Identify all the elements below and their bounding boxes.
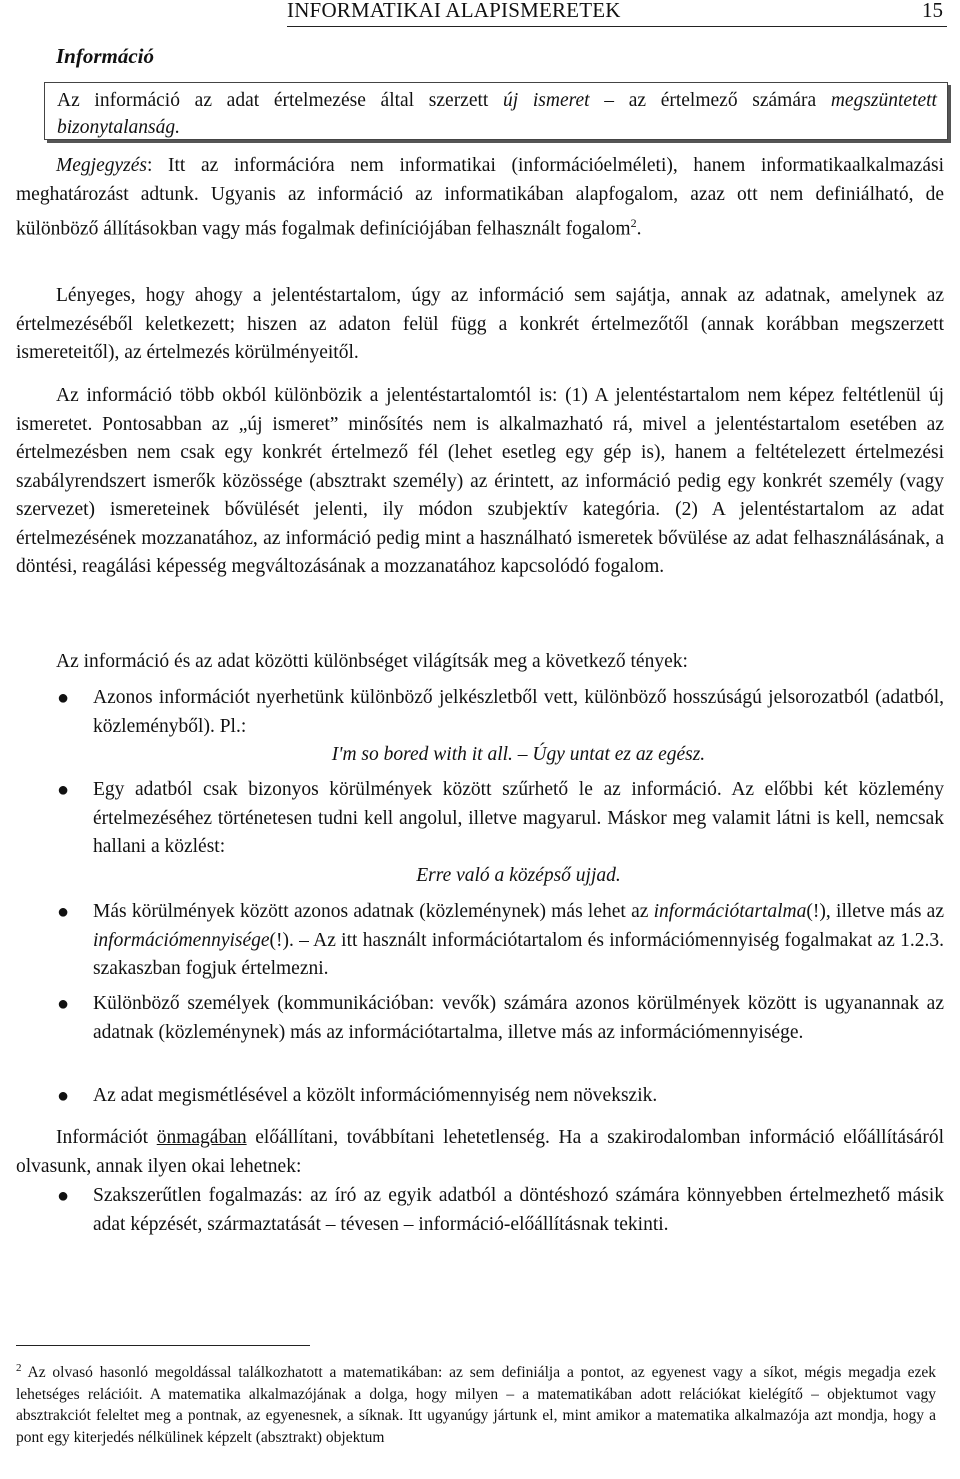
footnote: $^2$ Az olvasó hasonló megoldással találkozhatott a matematikában: az sem definiálja a pontot, az egyenest vagy a síkot, mégis megadja ezek lehetséges relációit. A matematika alkalmazójának a dolga, hogy milyen – a matematikában adott relációkat kielégítő – objektumot vagy absztrakciót feleltet meg a pontnak, az egyenesnek, a síknak. Itt ugyanúgy jártunk el, mint amikor a matematika alkalmazója azt mondja, hogy a pont egy kiterjedés nélkülinek képzelt (absztrakt) objektum xyxy=(16,1362,936,1446)
bullet-icon: ● xyxy=(57,1185,70,1207)
list-item: ● Egy adatból csak bizonyos körülmények között szűrhető le az információ. Az előbbi két közlemény értelmezéséhez történetesen tudni kell angolul, illetve magyarul. Máskor meg valamit látni is kell, nemcsak hallani a közlést: Erre való a középső ujjad. xyxy=(93,776,944,890)
list-item: ● Szakszerűtlen fogalmazás: az író az egyik adatból a döntéshozó számára könnyebben értelmezhető másik adat képzését, származtatását – tévesen – információ-előállításnak tekinti. xyxy=(93,1182,944,1239)
paragraph-2: Az információ több okból különbözik a jelentéstartalomtól is: (1) A jelentéstartalom nem képez feltétlenül új ismeretet. Pontosabban az „új ismeret” minősítés nem is alkalmazható rá, mivel a jelentéstartalom esetében az értelmezésben nem csak egy konkrét értelmező fél (lehet esetleg egy gép is), hanem a feltételezett értelmezési szabályrendszert ismerők közössége (absztrakt személy) az érintett, az információ pedig egy konkrét személy (vagy szervezet) ismereteinek bővülését jelenti, ily módon szubjektív kategória. (2) A jelentéstartalom az adat értelmezésének mozzanatához, az információ pedig mint a használható ismeretek bővülése az adat felhasználásának, a döntési, reagálási képesség megváltozásának a mozzanatához kapcsolódó fogalom. xyxy=(16,385,944,577)
bullet-icon: ● xyxy=(57,901,70,923)
note-label: Megjegyzés xyxy=(56,155,147,176)
list-item: ● Azonos információt nyerhetünk különböző jelkészletből vett, különböző hosszúságú jelsorozatból (adatból, közleményből). Pl.: I'm so bored with it all. – Úgy untat ez az egész. xyxy=(93,684,944,770)
list-item: ● Más körülmények között azonos adatnak (közleménynek) más lehet az információtartalma(!), illetve más az információmennyisége(!). – Az itt használt információtartalom és információmennyiség fogalmakat az 1.2.3. szakaszban fogjuk értelmezni. xyxy=(93,898,944,984)
bullet-icon: ● xyxy=(57,1085,70,1107)
paragraph-4: Információt önmagában előállítani, továbbítani lehetetlenség. Ha a szakirodalomban információ előállításáról olvasunk, annak ilyen okai lehetnek: xyxy=(16,1127,944,1177)
header-title: INFORMATIKAI ALAPISMERETEK xyxy=(287,0,621,22)
bullet-icon: ● xyxy=(57,993,70,1015)
definition-title: Információ xyxy=(56,44,155,68)
list-item: ● Az adat megismétlésével a közölt információmennyiség nem növekszik. xyxy=(93,1082,944,1111)
running-header xyxy=(287,0,947,27)
footnote-number: 2 xyxy=(16,1362,22,1374)
bullet-icon: ● xyxy=(57,687,70,709)
list-item: ● Különböző személyek (kommunikációban: vevők) számára azonos körülmények között is ugyanannak az adatnak (közleménynek) más az információtartalma, illetve más az információmennyisége. xyxy=(93,990,944,1047)
page-number: 15 xyxy=(922,0,943,22)
example-line: I'm so bored with it all. – Úgy untat ez az egész. xyxy=(331,744,706,765)
definition-box xyxy=(44,82,948,140)
footnote-ref: 2 xyxy=(630,216,637,230)
bullet-icon: ● xyxy=(57,779,70,801)
footnote-rule xyxy=(16,1345,310,1346)
example-line: Erre való a középső ujjad. xyxy=(416,864,621,886)
paragraph-3: Az információ és az adat közötti különbséget világítsák meg a következő tények: xyxy=(56,651,688,672)
definition-text: Az információ az adat értelmezése által szerzett új ismeret – az értelmező számára megszüntetett bizonytalanság. xyxy=(57,90,937,138)
paragraph-1: Lényeges, hogy ahogy a jelentéstartalom, úgy az információ sem sajátja, annak az adatnak, amelynek az értelmezéséből keletkezett; hiszen az adaton felül függ a konkrét értelmezőtől (annak korábban megszerzett ismereteitől), az értelmezés körülményeitől. xyxy=(16,285,944,363)
note-paragraph: Megjegyzés: Itt az információra nem informatikai (információelméleti), hanem informatikaalkalmazási meghatározást adtunk. Ugyanis az információ az informatikában alapfogalom, azaz ott nem definiálható, de különböző állításokban vagy más fogalmak definíciójában felhasznált fogalom$^2$. xyxy=(16,155,944,240)
